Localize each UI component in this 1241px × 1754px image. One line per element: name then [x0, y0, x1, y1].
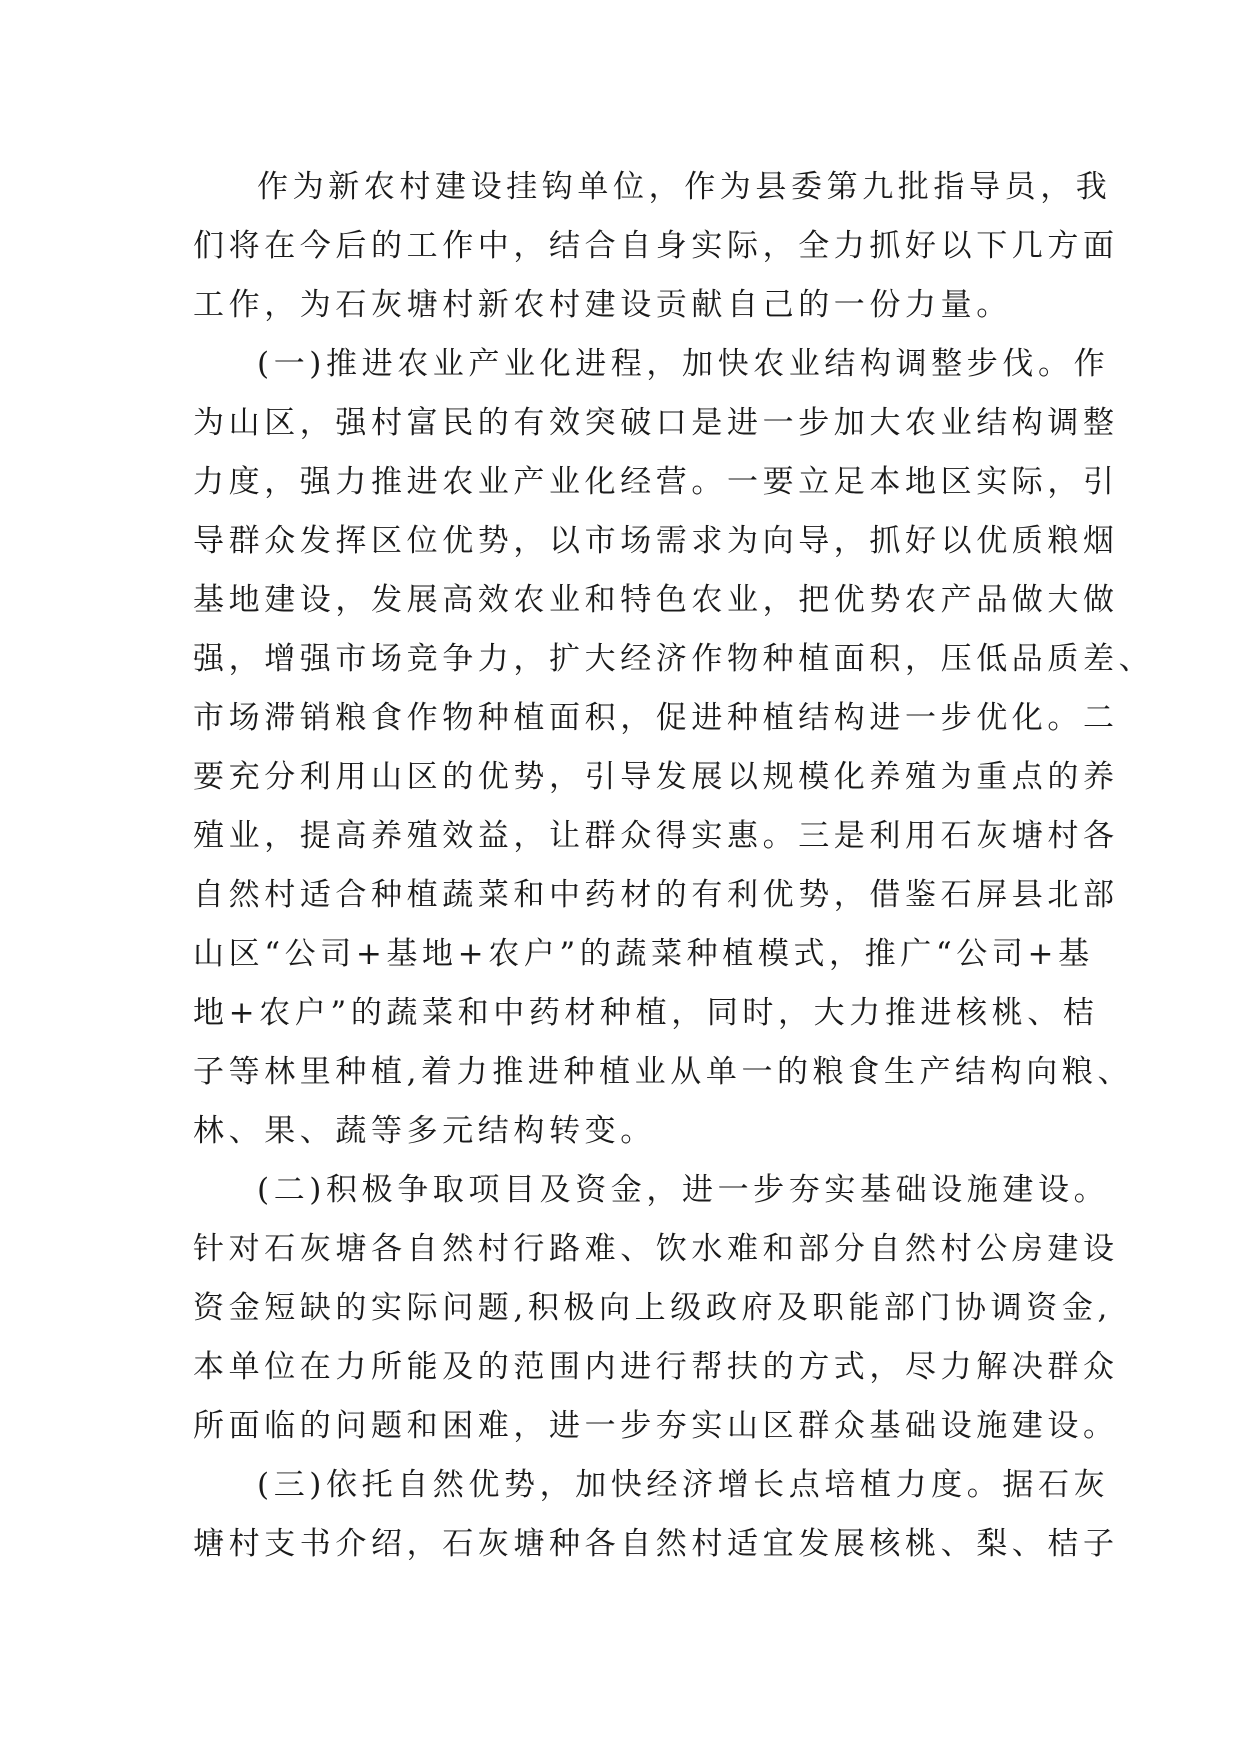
text-line: 市场滞销粮食作物种植面积，促进种植结构进一步优化。二	[193, 700, 1119, 736]
text-line: 殖业，提高养殖效益，让群众得实惠。三是利用石灰塘村各	[193, 818, 1119, 854]
paragraph-section-1	[193, 335, 1155, 1161]
text-line: (一)推进农业产业化进程，加快农业结构调整步伐。作	[257, 346, 1110, 382]
text-line: 山区“公司+基地+农户”的蔬菜种植模式，推广“公司+基	[193, 936, 1094, 972]
text-line: 本单位在力所能及的范围内进行帮扶的方式，尽力解决群众	[193, 1349, 1119, 1385]
body-text	[193, 158, 1155, 1574]
paragraph-section-2	[193, 1161, 1119, 1456]
text-line: 们将在今后的工作中，结合自身实际，全力抓好以下几方面	[193, 228, 1119, 264]
text-line: 所面临的问题和困难，进一步夯实山区群众基础设施建设。	[193, 1408, 1119, 1444]
text-line: 子等林里种植,着力推进种植业从单一的粮食生产结构向粮、	[193, 1054, 1134, 1090]
text-line: 针对石灰塘各自然村行路难、饮水难和部分自然村公房建设	[193, 1231, 1119, 1267]
paragraph-section-3	[193, 1456, 1119, 1574]
text-line: 为山区，强村富民的有效突破口是进一步加大农业结构调整	[193, 405, 1119, 441]
text-line: 基地建设，发展高效农业和特色农业，把优势农产品做大做	[193, 582, 1119, 618]
text-line: 强，增强市场竞争力，扩大经济作物种植面积，压低品质差、	[193, 641, 1155, 677]
text-line: (三)依托自然优势，加快经济增长点培植力度。据石灰	[257, 1467, 1110, 1503]
text-line: 塘村支书介绍，石灰塘种各自然村适宜发展核桃、梨、桔子	[193, 1526, 1119, 1562]
text-line: 要充分利用山区的优势，引导发展以规模化养殖为重点的养	[193, 759, 1119, 795]
text-line: 力度，强力推进农业产业化经营。一要立足本地区实际，引	[193, 464, 1119, 500]
text-line: 资金短缺的实际问题,积极向上级政府及职能部门协调资金,	[193, 1290, 1112, 1326]
text-line: 工作，为石灰塘村新农村建设贡献自己的一份力量。	[193, 287, 1012, 323]
text-line: 作为新农村建设挂钩单位，作为县委第九批指导员，我	[257, 169, 1112, 205]
text-line: (二)积极争取项目及资金，进一步夯实基础设施建设。	[257, 1172, 1110, 1208]
text-line: 地+农户”的蔬菜和中药材种植，同时，大力推进核桃、桔	[193, 995, 1099, 1031]
text-line: 林、果、蔬等多元结构转变。	[193, 1113, 656, 1149]
text-line: 自然村适合种植蔬菜和中药材的有利优势，借鉴石屏县北部	[193, 877, 1119, 913]
text-line: 导群众发挥区位优势，以市场需求为向导，抓好以优质粮烟	[193, 523, 1119, 559]
paragraph-intro	[193, 158, 1119, 335]
